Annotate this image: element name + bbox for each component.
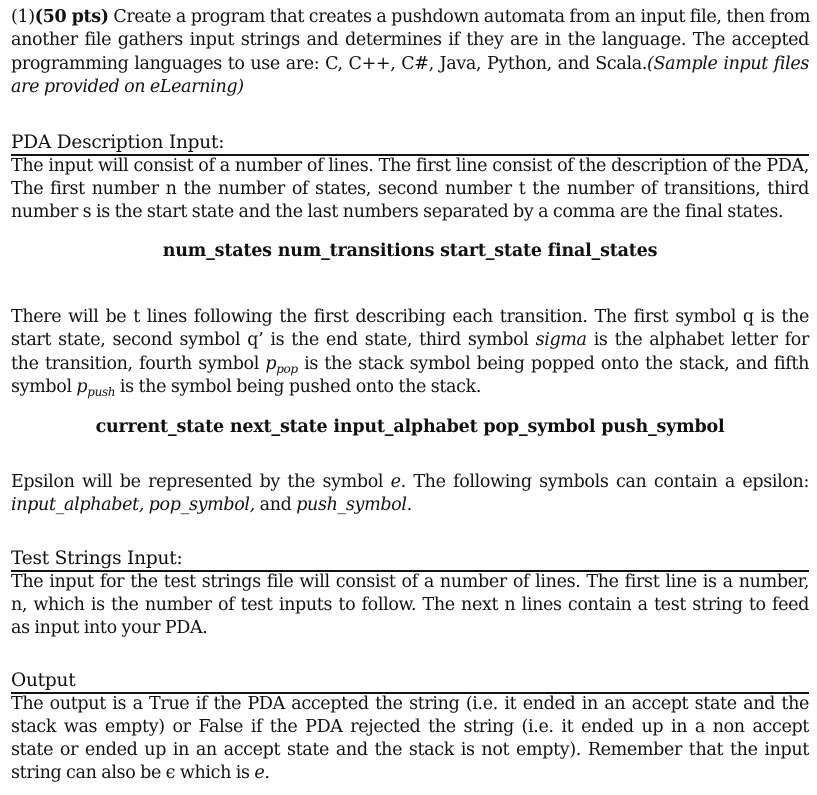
p-pop-symbol: $p_{pop}$ — [265, 353, 298, 376]
p-push-symbol: $p_{push}$ — [76, 376, 116, 399]
test-heading: Test Strings Input: — [11, 548, 183, 569]
pda-paragraph-1 — [11, 155, 809, 225]
sample-files-note: (Sample input files — [647, 53, 810, 74]
pda-section — [11, 131, 809, 224]
output-heading: Output — [11, 670, 76, 691]
epsilon-symbol: e. — [390, 472, 406, 492]
test-line-3: as input into your PDA. — [11, 618, 208, 639]
pda-p1-line-3: number s is the start state and the last numbers separated by a comma are the final states. — [11, 202, 784, 223]
intro-paragraph — [11, 6, 809, 99]
intro-line-2: another file gathers input strings and determines if they are in the language. The accepted — [11, 30, 809, 51]
output-line-1: The output is a True if the PDA accepted the string (i.e. it ended in an accept state and the — [11, 693, 809, 714]
pda-paragraph-2: There will be t lines following the first describing each transition. The first symbol q is the start state, second symbol q’ is the end state, third symbol sigma is the alphabet letter for the transition, fourth symbol $p_{pop}$ is the stack symbol being popped onto the stack, and fifth symbol $p_{push}$ is the symbol being pushed onto the stack. — [11, 307, 810, 399]
pda-p1-line-1: The input will consist of a number of lines. The first line consist of the description of the PDA, — [11, 155, 809, 176]
output-line-2: stack was empty) or False if the PDA rejected the string (i.e. it ended up in a non accept — [11, 716, 809, 737]
pda-p1-line-2: The first number n the number of states, second number t the number of transitions, third — [11, 178, 809, 199]
points-label: (50 pts) — [34, 7, 109, 27]
sample-files-note-cont: are provided on eLearning) — [11, 76, 244, 97]
pda-format-line: num_states num_transitions start_state final_states — [162, 241, 658, 261]
output-line-3: state or ended up in an accept state and the stack is not empty). Remember that the input — [11, 740, 809, 761]
pda-heading: PDA Description Input: — [11, 132, 225, 153]
pda-p2-line-1: There will be t lines following the first describing each transition. The first symbol q is the — [11, 307, 809, 327]
question-number: (1) — [11, 7, 35, 27]
epsilon-paragraph: Epsilon will be represented by the symbol e. The following symbols can contain a epsilon: input_alphabet, pop_symbol, and push_symbol. — [11, 472, 809, 516]
transition-format-line: current_state next_state input_alphabet pop_symbol push_symbol — [95, 417, 725, 437]
test-line-2: n, which is the number of test inputs to follow. The next n lines contain a test string to feed — [11, 594, 809, 615]
test-paragraph — [11, 571, 809, 641]
intro-line-1: Create a program that creates a pushdown automata from an input file, then from — [113, 7, 811, 27]
test-section — [11, 547, 809, 640]
epsilon-glyph: ϵ — [165, 763, 176, 784]
intro-line-3: programming languages to use are: C, C++, C#, Java, Python, and Scala. — [11, 53, 647, 74]
output-section — [11, 669, 809, 786]
output-paragraph: The output is a True if the PDA accepted the string (i.e. it ended in an accept state and the stack was empty) or False if the PDA rejected the string (i.e. it ended up in a non accept state or ended up in an accept state and the stack is not empty). Remember that the input string can also be ϵ which is e. — [11, 693, 809, 784]
sigma-term: sigma — [535, 330, 587, 351]
test-line-1: The input for the test strings file will consist of a number of lines. The first line is a number, — [11, 571, 809, 592]
